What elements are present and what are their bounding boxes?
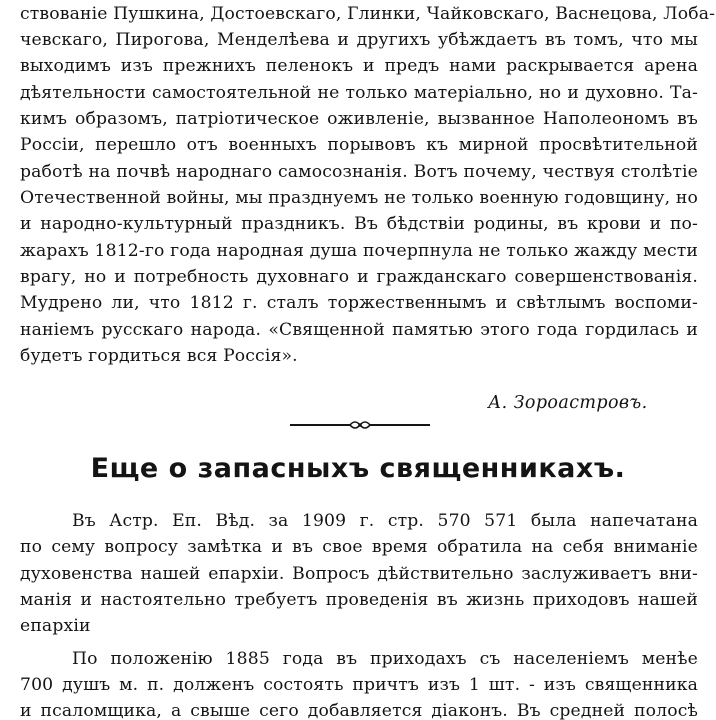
text-line: ствованіе Пушкина, Достоевскаго, Глинки, Чайковскаго, Васнецова, Лоба- [20, 4, 716, 24]
text-line: дѣятельности самостоятельной не только матеріально, но и духовно. Та- [20, 83, 698, 103]
text-line: Мудрено ли, что 1812 г. сталъ торжественнымъ и свѣтлымъ воспоми- [20, 293, 698, 313]
text-line: жарахъ 1812-го года народная душа почерпнула не только жажду мести [20, 241, 698, 261]
text-line: По положенію 1885 года въ приходахъ съ населеніемъ менѣе [72, 649, 698, 669]
text-line: врагу, но и потребность духовнаго и гражданскаго совершенствованія. [20, 267, 698, 287]
author-signature: А. Зороастровъ. [488, 393, 648, 413]
text-line: и псаломщика, а свыше сего добавляется діаконъ. Въ средней полосѣ [20, 701, 698, 720]
text-line: и народно-культурный праздникъ. Въ бѣдствіи родины, въ крови и по- [20, 214, 698, 234]
text-line: Въ Астр. Еп. Вѣд. за 1909 г. стр. 570 571 была напечатана [72, 511, 698, 531]
text-line: работѣ на почвѣ народнаго самосознанія. Вотъ почему, чествуя столѣтіе [20, 162, 698, 182]
text-line: кимъ образомъ, патріотическое оживленіе, вызванное Наполеономъ въ [20, 109, 698, 129]
text-line: чевскаго, Пирогова, Менделѣева и другихъ убѣждаетъ въ томъ, что мы [20, 30, 698, 50]
section-heading: Еще о запасныхъ священникахъ. [90, 453, 626, 484]
ornamental-divider [290, 418, 430, 432]
text-line: по сему вопросу замѣтка и въ свое время обратила на себя вниманіе [20, 537, 698, 557]
text-line: манія и настоятельно требуетъ проведенія въ жизнь приходовъ нашей [20, 590, 698, 610]
text-line: выходимъ изъ прежнихъ пеленокъ и предъ нами раскрывается арена [20, 56, 698, 76]
text-line: будетъ гордиться вся Россія». [20, 346, 298, 366]
text-line: 700 душъ м. п. долженъ состоять причтъ изъ 1 шт. - изъ священника [20, 675, 698, 695]
text-line: Отечественной войны, мы празднуемъ не только военную годовщину, но [20, 188, 698, 208]
text-line: наніемъ русскаго народа. «Священной памятью этого года гордилась и [20, 320, 698, 340]
text-line: духовенства нашей епархіи. Вопросъ дѣйствительно заслуживаетъ вни- [20, 564, 698, 584]
text-line: епархіи [20, 616, 91, 636]
text-line: Россіи, перешло отъ военныхъ порывовъ къ мирной просвѣтительной [20, 135, 698, 155]
